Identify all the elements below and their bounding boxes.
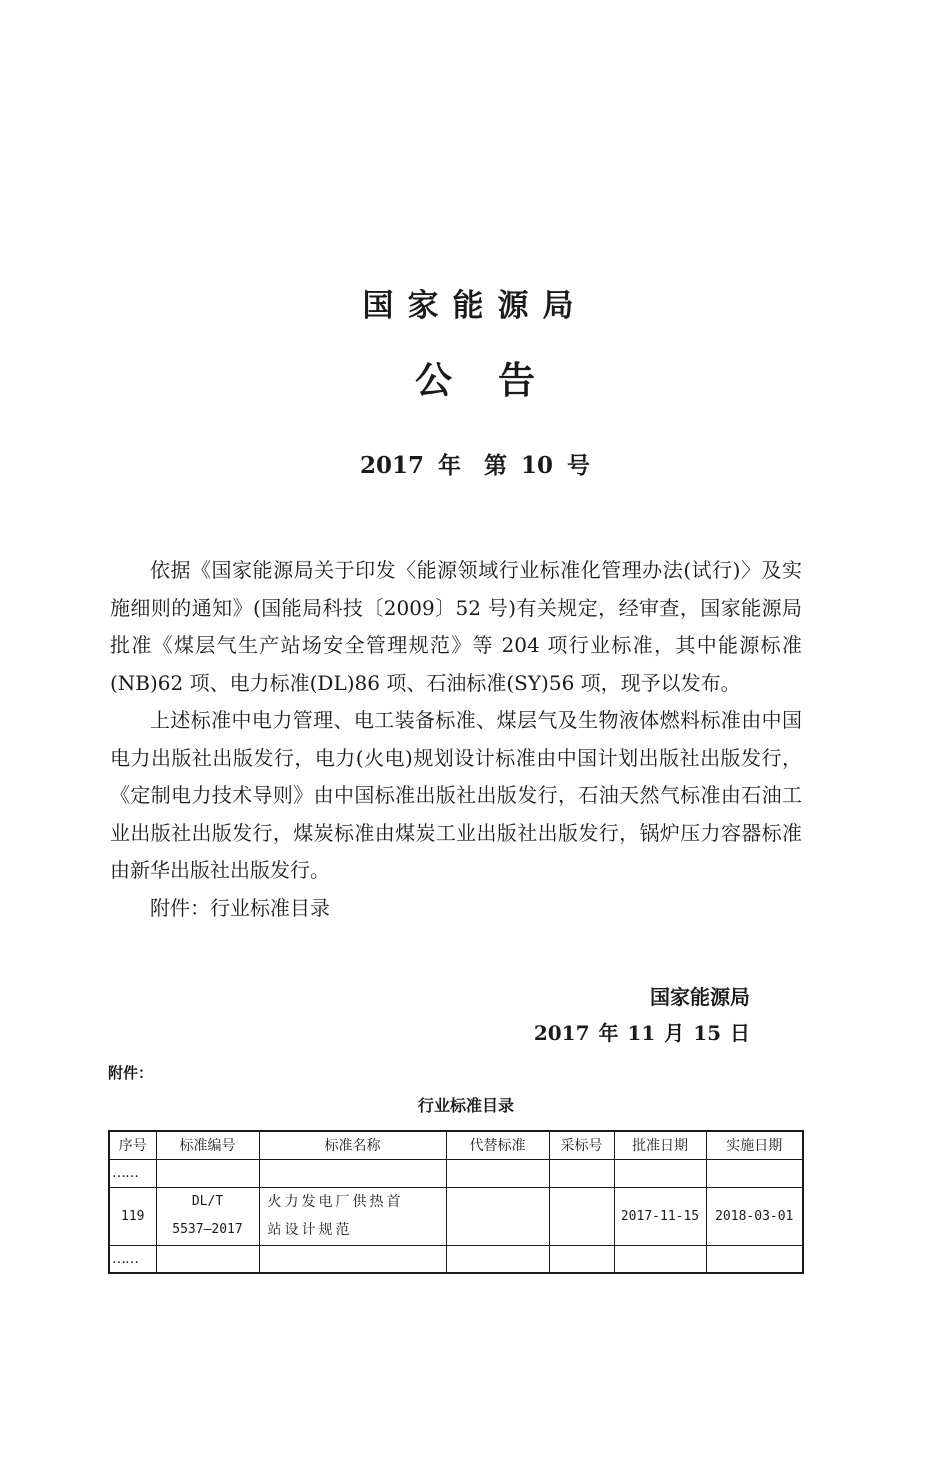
empty-cell — [259, 1245, 446, 1273]
column-header-adopted: 采标号 — [549, 1131, 614, 1159]
empty-cell — [706, 1159, 803, 1187]
column-header-code: 标准编号 — [156, 1131, 259, 1159]
cell-seq: 119 — [109, 1187, 156, 1245]
table-row — [109, 1187, 803, 1245]
table-header-row — [109, 1131, 803, 1159]
signature-date: 2017 年 11 月 15 日 — [533, 1021, 750, 1045]
empty-cell — [259, 1159, 446, 1187]
document-type-heading: 公告 — [415, 359, 581, 402]
cell-adopted — [549, 1187, 614, 1245]
attachment-label: 附件： — [108, 1064, 154, 1082]
table-row-ellipsis-top — [109, 1159, 803, 1187]
ellipsis-cell: …… — [109, 1159, 156, 1187]
body-paragraph-2: 上述标准中电力管理、电工装备标准、煤层气及生物液体燃料标准由中国电力出版社出版发行，电力(火电)规划设计标准由中国计划出版社出版发行，《定制电力技术导则》由中国标准出版社出版发行，石油天然气标准由石油工业出版社出版发行，煤炭标准由煤炭工业出版社出版发行，锅炉压力容器标准由新华出版社出版发行。 — [110, 708, 802, 882]
empty-cell — [549, 1159, 614, 1187]
standards-table — [108, 1130, 804, 1274]
empty-cell — [156, 1245, 259, 1273]
column-header-approved: 批准日期 — [614, 1131, 706, 1159]
issuer-title: 国家能源局 — [362, 288, 588, 324]
empty-cell — [446, 1159, 549, 1187]
cell-name-line-1: 火力发电厂供热首 — [267, 1194, 404, 1210]
column-header-name: 标准名称 — [259, 1131, 446, 1159]
table-row-ellipsis-bottom — [109, 1245, 803, 1273]
body-paragraph-1: 依据《国家能源局关于印发〈能源领域行业标准化管理办法(试行)〉及实施细则的通知》(国能局科技〔2009〕52 号)有关规定，经审查，国家能源局批准《煤层气生产站场安全管理规范》等 204 项行业标准，其中能源标准(NB)62 项、电力标准(DL)86 项、石油标准(SY)56 项，现予以发布。 — [110, 558, 802, 695]
cell-name-line-2: 站设计规范 — [267, 1222, 353, 1238]
cell-approved-date: 2017-11-15 — [614, 1187, 706, 1245]
cell-code-line-1: DL/T — [191, 1194, 224, 1209]
ellipsis-cell: …… — [109, 1245, 156, 1273]
table-title: 行业标准目录 — [417, 1096, 514, 1115]
column-header-replaces: 代替标准 — [446, 1131, 549, 1159]
column-header-effective: 实施日期 — [706, 1131, 803, 1159]
empty-cell — [446, 1245, 549, 1273]
cell-code — [156, 1187, 259, 1245]
empty-cell — [706, 1245, 803, 1273]
empty-cell — [614, 1159, 706, 1187]
cell-effective-date: 2018-03-01 — [706, 1187, 803, 1245]
column-header-seq: 序号 — [109, 1131, 156, 1159]
cell-code-line-2: 5537—2017 — [172, 1222, 243, 1237]
announcement-body — [110, 552, 802, 927]
cell-replaces — [446, 1187, 549, 1245]
cell-name — [259, 1187, 446, 1245]
document-number: 2017 年 第 10 号 — [359, 452, 591, 479]
empty-cell — [156, 1159, 259, 1187]
empty-cell — [614, 1245, 706, 1273]
body-paragraph-attachment-note: 附件：行业标准目录 — [150, 895, 330, 920]
signature-org: 国家能源局 — [650, 985, 750, 1009]
empty-cell — [549, 1245, 614, 1273]
